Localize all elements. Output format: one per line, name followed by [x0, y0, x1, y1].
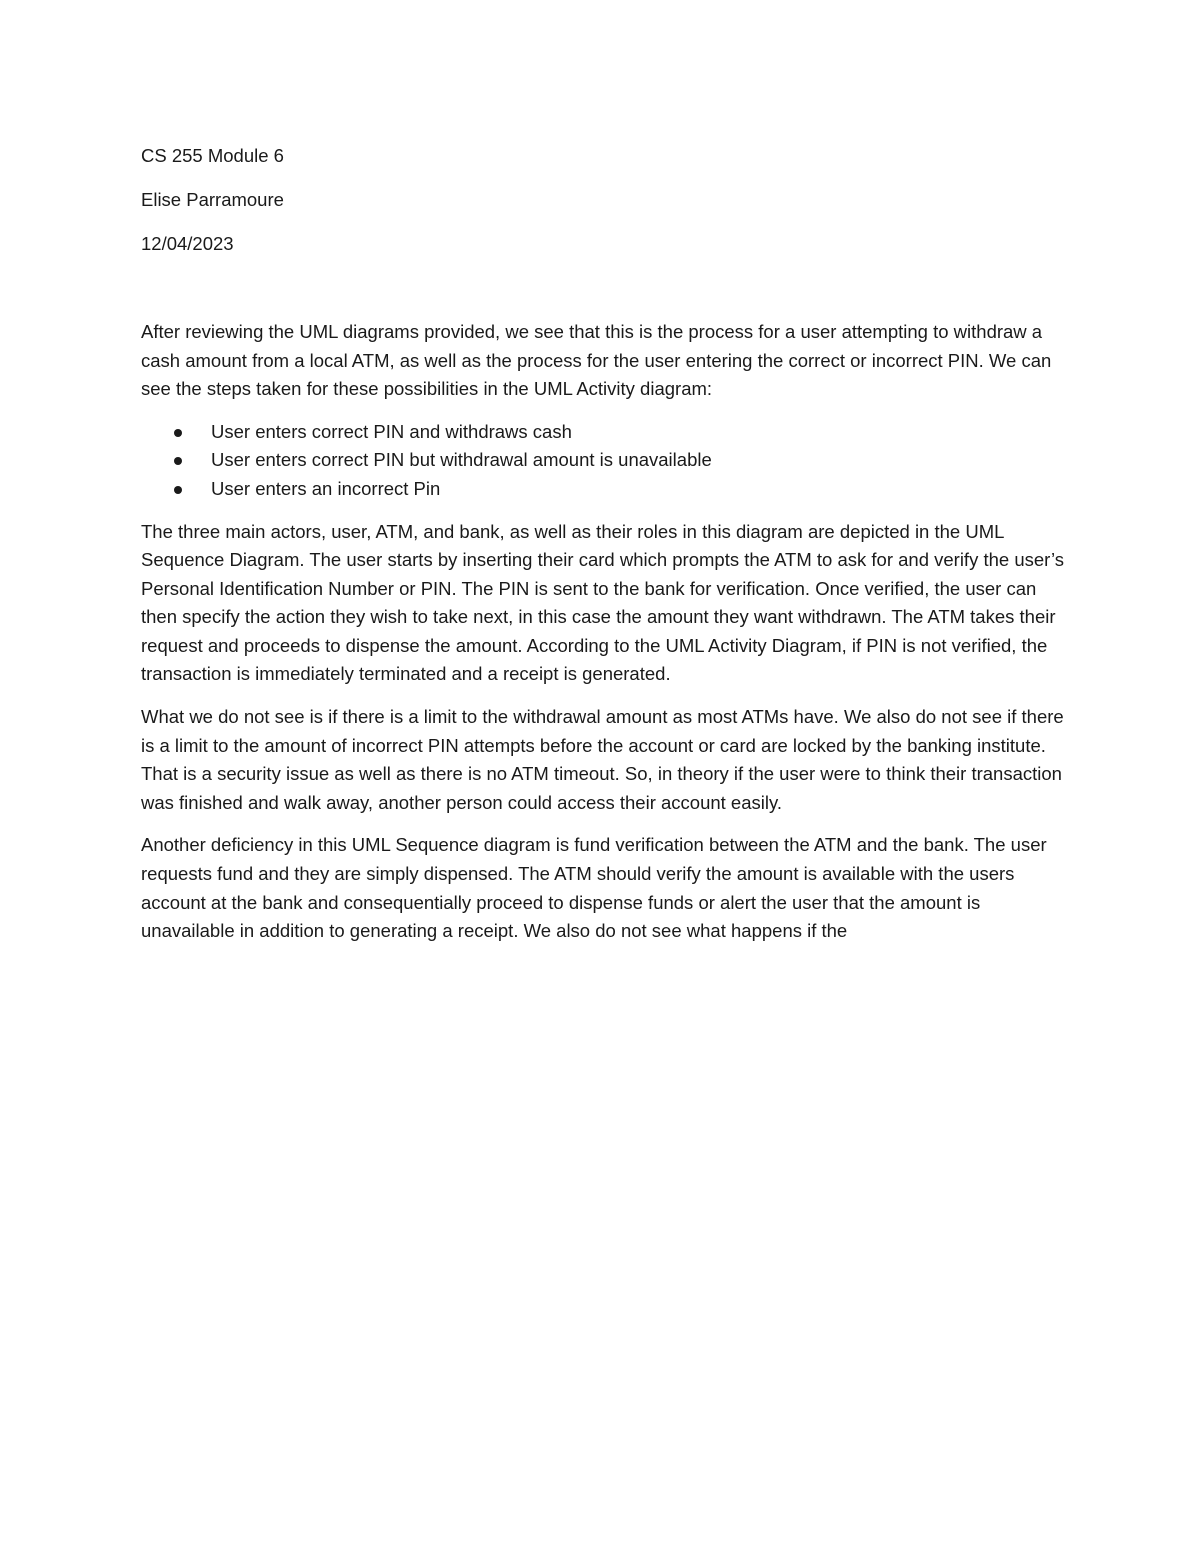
paragraph-deficiency: Another deficiency in this UML Sequence diagram is fund verification between the ATM and the bank. The user requests fund and they are simply dispensed. The ATM should verify the amount is available with the users account at the bank and consequentially proceed to dispense funds or alert the user that the amount is unavailable in addition to generating a receipt. We also do not see what happens if the — [141, 834, 1047, 942]
list-item — [141, 475, 1071, 504]
list-item-text: User enters correct PIN and withdraws cash — [211, 420, 572, 442]
bullet-icon — [174, 429, 182, 437]
list-item — [141, 418, 1071, 447]
author-name: Elise Parramoure — [141, 188, 284, 210]
paragraph-limits: What we do not see is if there is a limit to the withdrawal amount as most ATMs have. We also do not see if there is a limit to the amount of incorrect PIN attempts before the account or card are locked by the banking institute. That is a security issue as well as there is no ATM timeout. So, in theory if the user were to think their transaction was finished and walk away, another person could access their account easily. — [141, 706, 1064, 813]
paragraph-actors: The three main actors, user, ATM, and bank, as well as their roles in this diagram are depicted in the UML Sequence Diagram. The user starts by inserting their card which prompts the ATM to ask for and verify the user’s Personal Identification Number or PIN. The PIN is sent to the bank for verification. Once verified, the user can then specify the action they wish to take next, in this case the amount they want withdrawn. The ATM takes their request and proceeds to dispense the amount. According to the UML Activity Diagram, if PIN is not verified, the transaction is immediately terminated and a receipt is generated. — [141, 520, 1065, 685]
document-body — [141, 142, 1071, 960]
header-spacer — [141, 274, 1071, 318]
list-item-text: User enters correct PIN but withdrawal amount is unavailable — [211, 449, 712, 471]
bullet-icon — [174, 486, 182, 494]
paragraph-intro: After reviewing the UML diagrams provided, we see that this is the process for a user attempting to withdraw a cash amount from a local ATM, as well as the process for the user entering the correct or incorrect PIN. We can see the steps taken for these possibilities in the UML Activity diagram: — [141, 320, 1052, 400]
document-date: 12/04/2023 — [141, 232, 234, 254]
list-item — [141, 446, 1071, 475]
scenario-list — [141, 418, 1071, 504]
bullet-icon — [174, 457, 182, 465]
list-item-text: User enters an incorrect Pin — [211, 477, 441, 499]
course-title: CS 255 Module 6 — [141, 145, 284, 166]
